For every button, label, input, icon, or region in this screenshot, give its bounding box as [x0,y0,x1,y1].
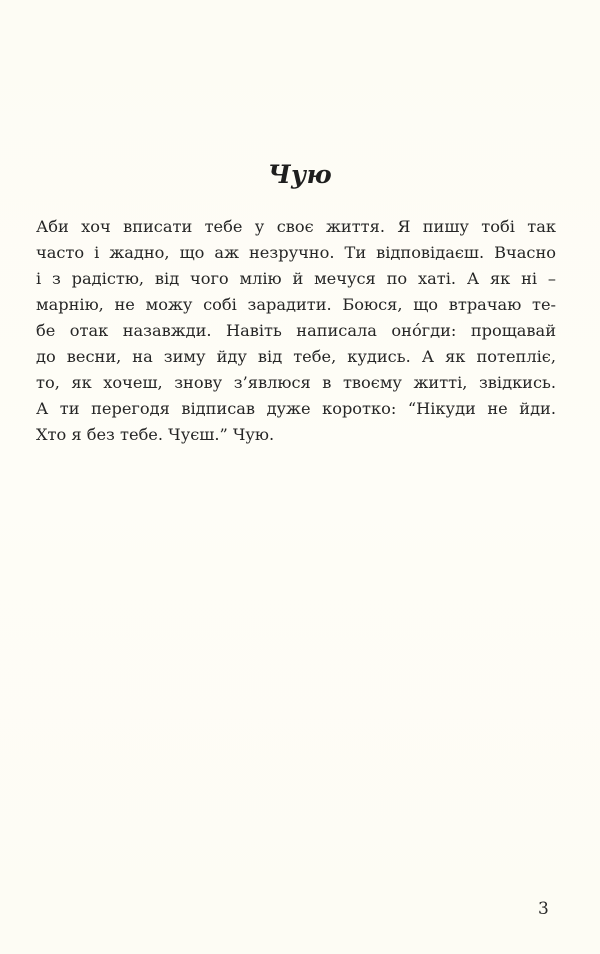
text-line: то, як хочеш, знову з’явлюся в твоєму житті, звідкись. [36,373,556,392]
text-line: до весни, на зиму йду від тебе, кудись. А як потепліє, [36,347,556,366]
body-paragraph [36,214,556,448]
page-number: 3 [538,899,549,919]
text-line: А ти перегодя відписав дуже коротко: “Нікуди не йди. [36,399,556,418]
text-line: марнію, не можу собі зарадити. Боюся, що втрачаю те- [36,295,556,314]
text-line: Аби хоч вписати тебе у своє життя. Я пишу тобі так [36,217,556,236]
text-line: і з радістю, від чого млію й мечуся по хаті. А як ні – [36,269,556,288]
page-title: Чую [267,160,333,189]
text-line: часто і жадно, що аж незручно. Ти відповідаєш. Вчасно [36,243,556,262]
text-line: бе отак назавжди. Навіть написала оно́гди: прощавай [36,321,556,340]
text-line: Хто я без тебе. Чуєш.” Чую. [36,425,275,444]
